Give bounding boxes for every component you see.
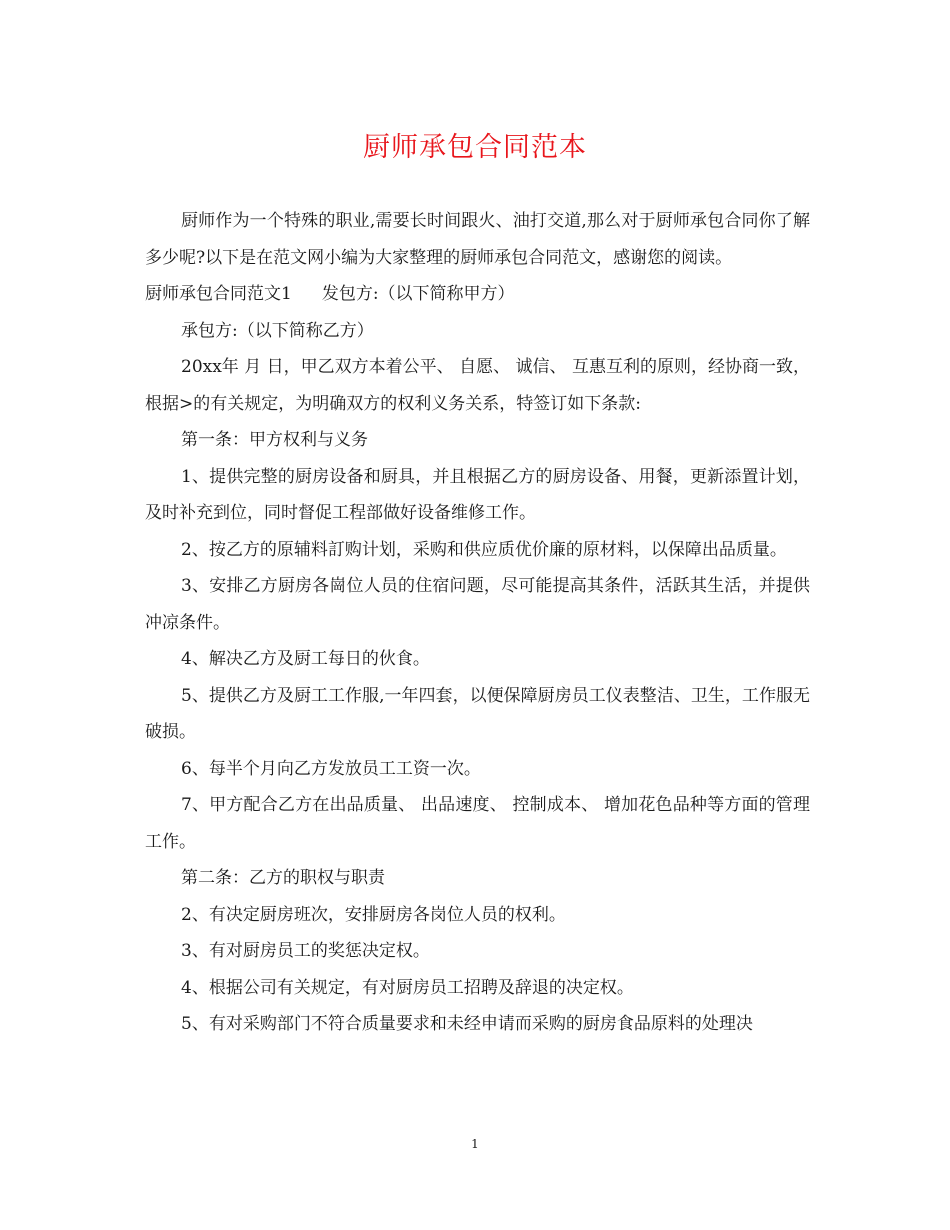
document-title: 厨师承包合同范本 (363, 132, 587, 163)
article-2-item: 3、有对厨房员工的奖惩决定权。 (181, 941, 430, 961)
article-1-heading: 第一条：甲方权利与义务 (181, 430, 368, 450)
article-1-item: 1、提供完整的厨房设备和厨具，并且根据乙方的厨房设备、用餐，更新添置计划，及时补充到位，同时督促工程部做好设备维修工作。 (145, 466, 810, 523)
article-2-item: 5、有对采购部门不符合质量要求和未经申请而采购的厨房食品原料的处理决 (181, 1014, 753, 1034)
article-1-item: 6、每半个月向乙方发放员工工资一次。 (181, 758, 481, 779)
article-2-item: 4、根据公司有关规定，有对厨房员工招聘及辞退的决定权。 (181, 977, 634, 998)
article-1-item: 5、提供乙方及厨工工作服,一年四套，以便保障厨房员工仪表整洁、卫生，工作服无破损。 (145, 685, 810, 742)
article-1-item: 4、解决乙方及厨工每日的伙食。 (181, 649, 430, 669)
party-b-line: 承包方:（以下简称乙方） (181, 320, 374, 341)
party-a-line: 发包方:（以下简称甲方） (321, 284, 515, 304)
article-1-item: 2、按乙方的原辅料訂购计划，采购和供应质优价廉的原材料，以保障出品质量。 (181, 539, 787, 560)
page-number: 1 (471, 1137, 479, 1151)
intro-paragraph: 厨师作为一个特殊的职业,需要长时间跟火、油打交道,那么对于厨师承包合同你了解多少呢?以下是在范文网小编为大家整理的厨师承包合同范文，感谢您的阅读。 (145, 211, 810, 268)
sample-heading-line (145, 276, 810, 313)
sample-heading: 厨师承包合同范文1 (145, 284, 292, 304)
article-2-item: 2、有决定厨房班次，安排厨房各岗位人员的权利。 (181, 904, 566, 925)
article-1-item: 7、甲方配合乙方在出品质量、 出品速度、 控制成本、 增加花色品种等方面的管理工作。 (145, 795, 810, 852)
document-body (145, 203, 810, 1043)
article-2-heading: 第二条：乙方的职权与职责 (181, 868, 385, 888)
article-1-item: 3、安排乙方厨房各崗位人员的住宿问题，尽可能提高其条件，活跃其生活，并提供冲凉条件。 (145, 576, 810, 633)
preamble-paragraph: 20xx年 月 日，甲乙双方本着公平、 自愿、 诚信、 互惠互利的原则，经协商一致，根据>的有关规定，为明确双方的权利义务关系，特签订如下条款: (145, 357, 810, 414)
